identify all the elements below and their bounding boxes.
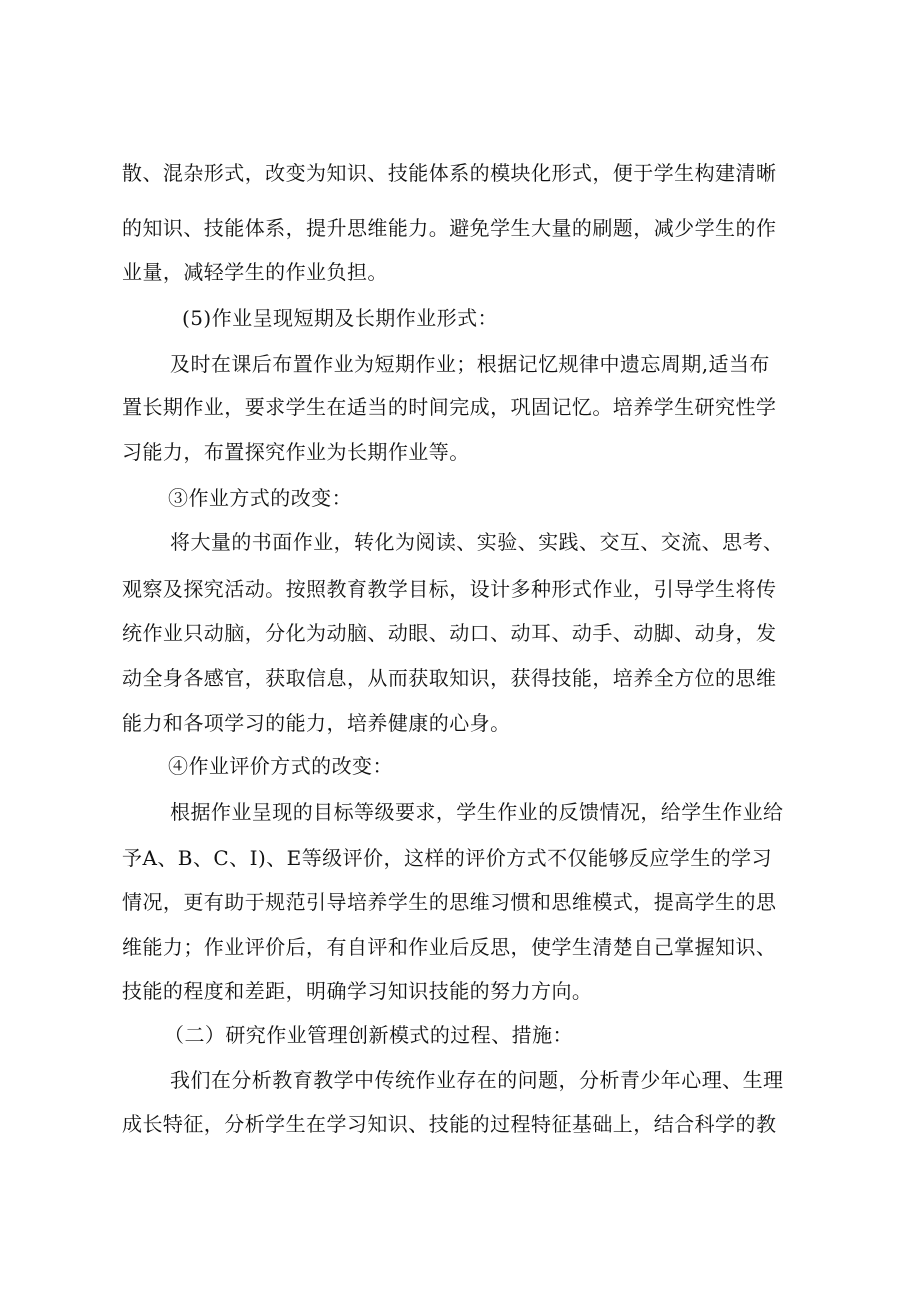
text-line: 业量，减轻学生的作业负担。 — [122, 260, 388, 284]
text-line: 的知识、技能体系，提升思维能力。避免学生大量的刷题，减少学生的作 — [122, 216, 777, 240]
section-heading: ④作业评价方式的改变： — [168, 754, 393, 778]
text-line: 置长期作业，要求学生在适当的时间完成，巩固记忆。培养学生研究性学 — [122, 395, 777, 419]
section-heading: (5)作业呈现短期及长期作业形式： — [182, 306, 498, 330]
text-line: 成长特征，分析学生在学习知识、技能的过程特征基础上，结合科学的教 — [122, 1112, 777, 1136]
text-line: 我们在分析教育教学中传统作业存在的问题，分析青少年心理、生理 — [170, 1068, 784, 1092]
text-line: 观察及探究活动。按照教育教学目标，设计多种形式作业，引导学生将传 — [122, 577, 777, 601]
text-line: 及时在课后布置作业为短期作业；根据记忆规律中遗忘周期,适当布 — [170, 352, 770, 376]
text-line: 技能的程度和差距，明确学习知识技能的努力方向。 — [122, 979, 593, 1003]
text-line: 将大量的书面作业，转化为阅读、实验、实践、交互、交流、思考、 — [170, 530, 784, 554]
text-line: 统作业只动脑，分化为动脑、动眼、动口、动耳、动手、动脚、动身，发 — [122, 621, 777, 645]
section-heading: ③作业方式的改变： — [168, 486, 353, 510]
text-line: 情况，更有助于规范引导培养学生的思维习惯和思维模式，提高学生的思 — [122, 890, 777, 914]
text-line: 能力和各项学习的能力，培养健康的心身。 — [122, 711, 511, 735]
section-heading: （二）研究作业管理创新模式的过程、措施： — [164, 1023, 573, 1047]
text-line: 动全身各感官，获取信息，从而获取知识，获得技能，培养全方位的思维 — [122, 666, 777, 690]
text-line: 散、混杂形式，改变为知识、技能体系的模块化形式，便于学生构建清晰 — [122, 161, 777, 185]
text-line: 习能力，布置探究作业为长期作业等。 — [122, 440, 470, 464]
text-line: 维能力；作业评价后，有自评和作业后反思，使学生清楚自己掌握知识、 — [122, 935, 777, 959]
text-line: 根据作业呈现的目标等级要求，学生作业的反馈情况，给学生作业给 — [170, 800, 784, 824]
text-line: 予A、B、C、I)、E等级评价，这样的评价方式不仅能够反应学生的学习 — [122, 846, 773, 870]
